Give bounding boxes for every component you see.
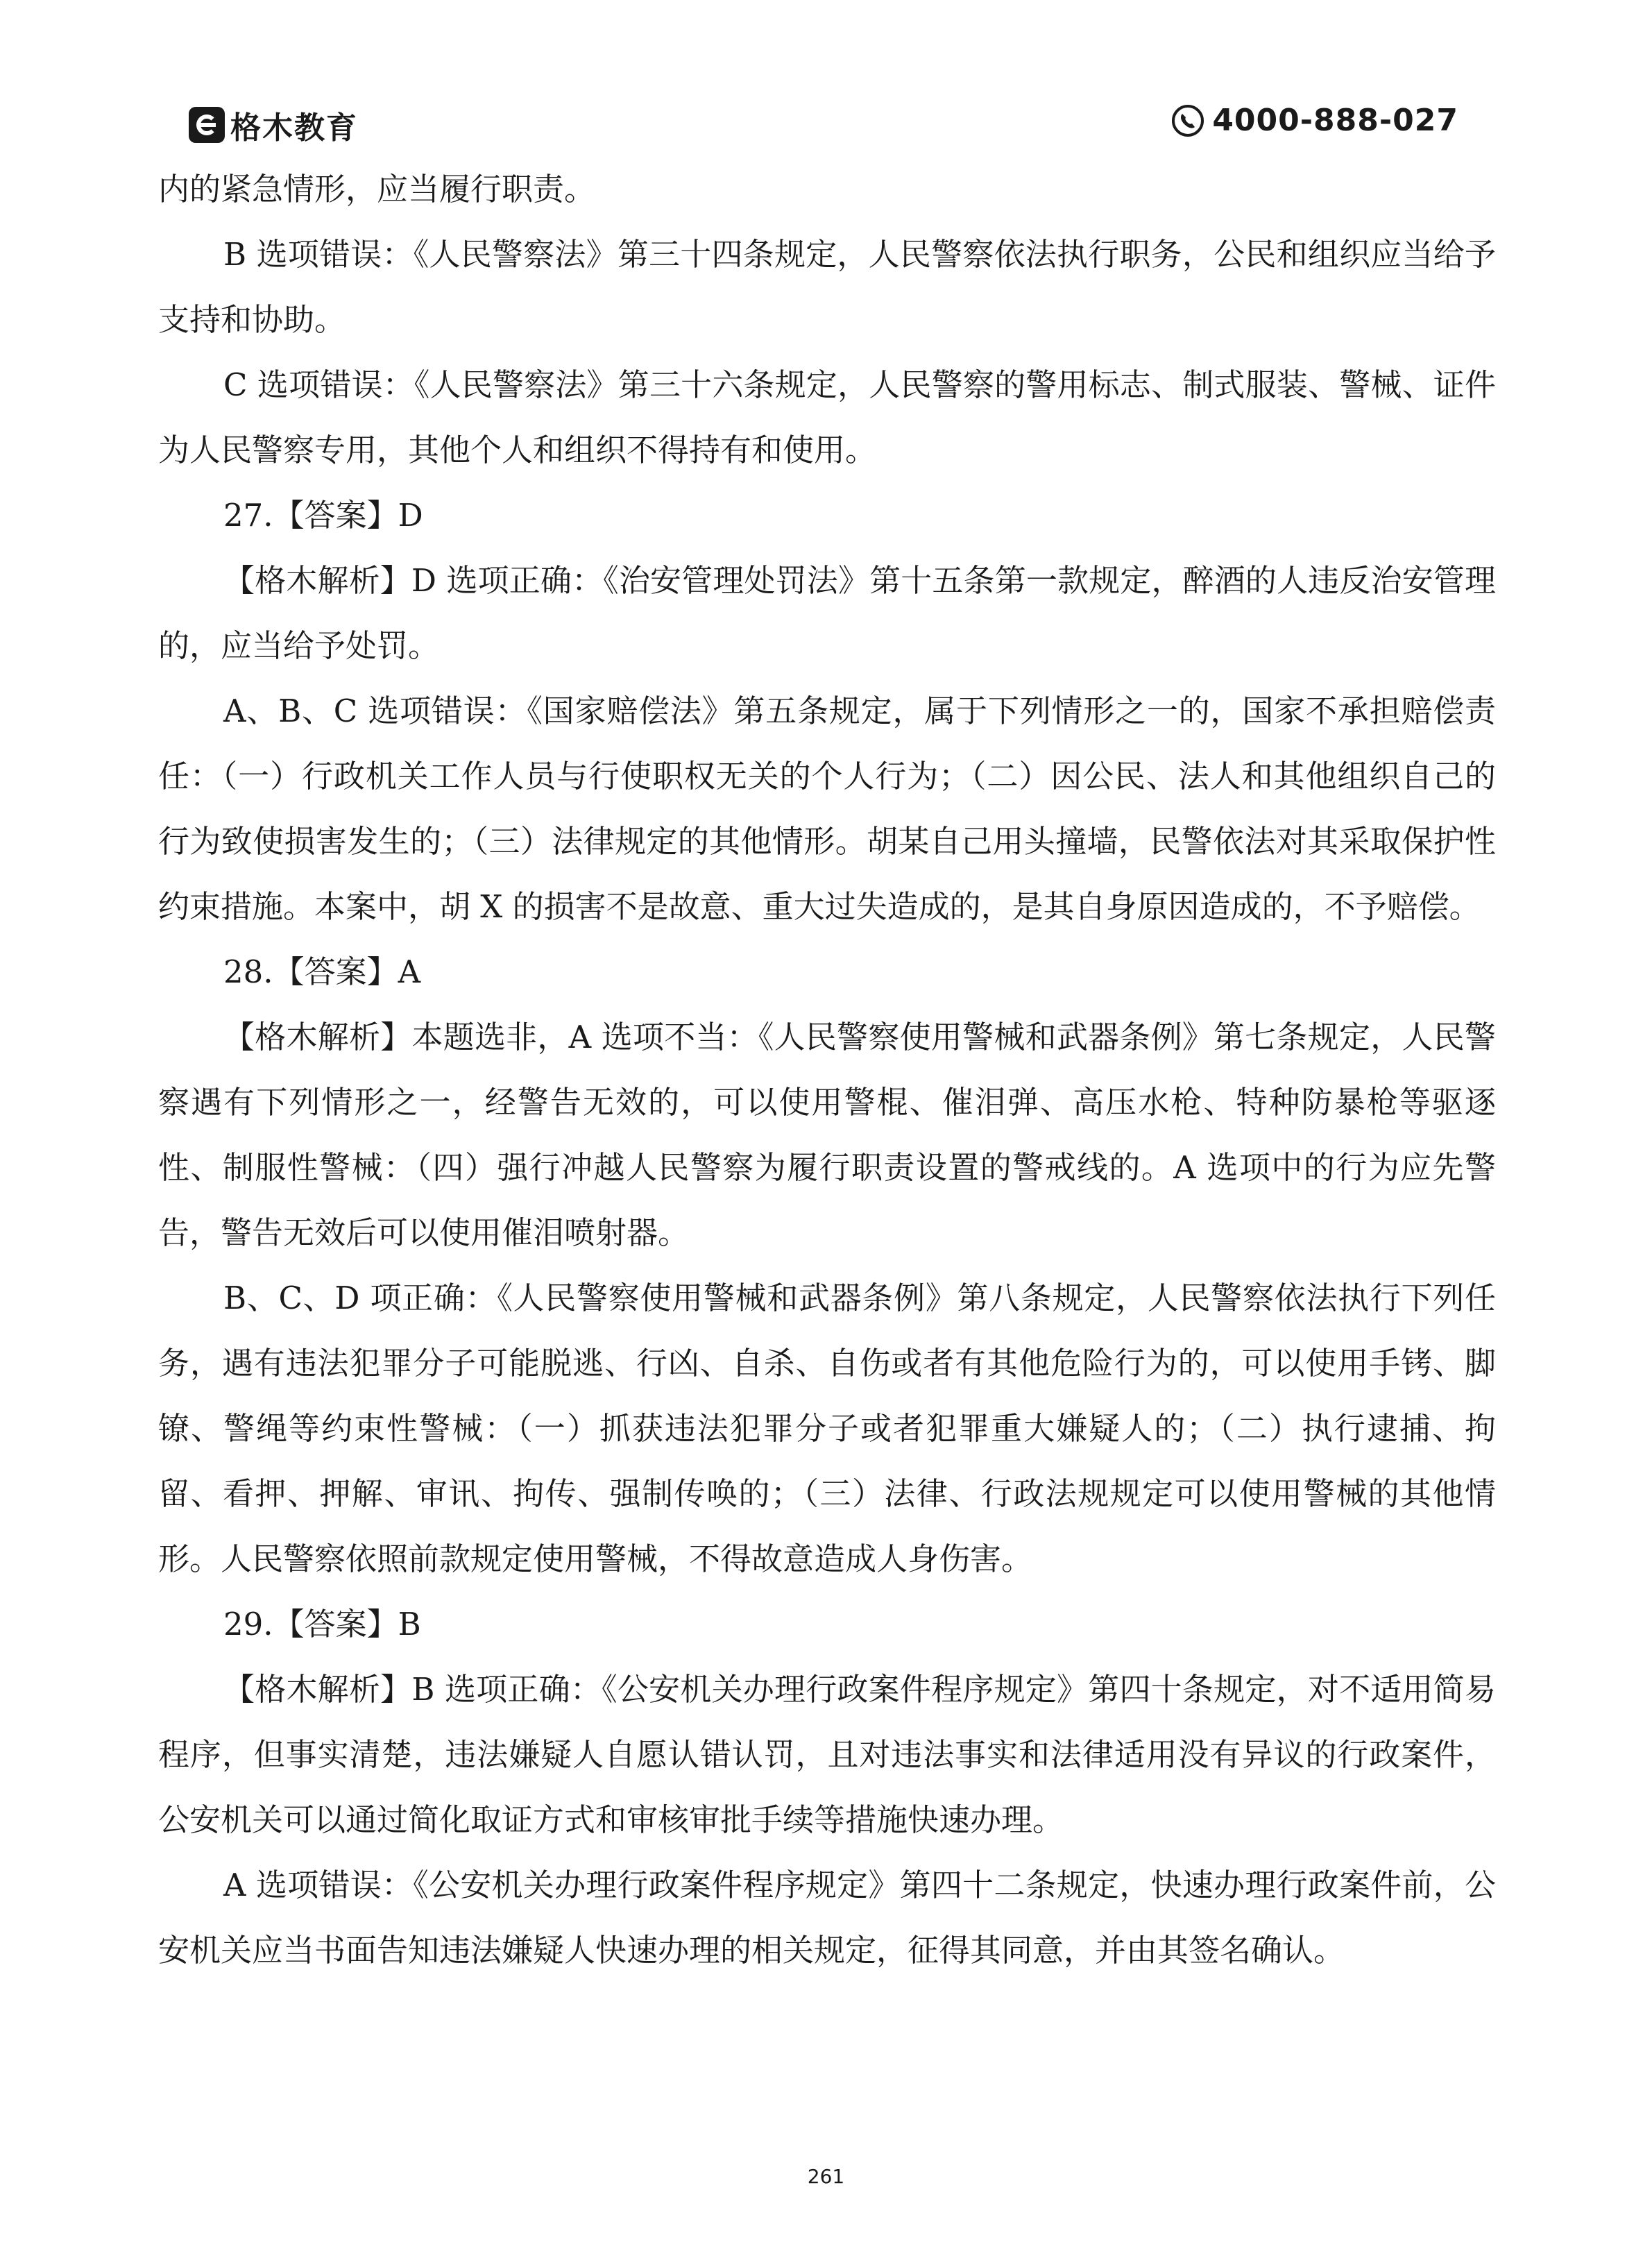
paragraph: C 选项错误：《人民警察法》第三十六条规定，人民警察的警用标志、制式服装、警械、证件为人民警察专用，其他个人和组织不得持有和使用。 xyxy=(158,366,1496,468)
answer-heading: 29.【答案】B xyxy=(223,1606,421,1642)
phone-number: 4000-888-027 xyxy=(1212,103,1458,138)
paragraph: B、C、D 项正确：《人民警察使用警械和武器条例》第八条规定，人民警察依法执行下列任务，遇有违法犯罪分子可能脱逃、行凶、自杀、自伤或者有其他危险行为的，可以使用手铐、脚镣、警绳等约束性警械：（一）抓获违法犯罪分子或者犯罪重大嫌疑人的；（二）执行逮捕、拘留、看押、押解、审讯、拘传、强制传唤的；（三）法律、行政法规规定可以使用警械的其他情形。人民警察依照前款规定使用警械，不得故意造成人身伤害。 xyxy=(158,1280,1496,1577)
brand-logo xyxy=(189,103,358,147)
paragraph: B 选项错误：《人民警察法》第三十四条规定，人民警察依法执行职务，公民和组织应当给予支持和协助。 xyxy=(158,236,1496,338)
answer-heading: 27.【答案】D xyxy=(223,497,423,534)
page-header xyxy=(189,97,1458,153)
brand-logo-icon xyxy=(189,107,225,143)
phone-contact xyxy=(1170,103,1458,138)
page-number: 261 xyxy=(807,2165,845,2188)
paragraph: A、B、C 选项错误：《国家赔偿法》第五条规定，属于下列情形之一的，国家不承担赔偿责任：（一）行政机关工作人员与行使职权无关的个人行为；（二）因公民、法人和其他组织自己的行为致使损害发生的；（三）法律规定的其他情形。胡某自己用头撞墙，民警依法对其采取保护性约束措施。本案中，胡 X 的损害不是故意、重大过失造成的，是其自身原因造成的，不予赔偿。 xyxy=(158,693,1496,925)
paragraph: A 选项错误：《公安机关办理行政案件程序规定》第四十二条规定，快速办理行政案件前，公安机关应当书面告知违法嫌疑人快速办理的相关规定，征得其同意，并由其签名确认。 xyxy=(158,1867,1496,1969)
document-body xyxy=(158,157,1496,1983)
paragraph: 【格木解析】B 选项正确：《公安机关办理行政案件程序规定》第四十条规定，对不适用简易程序，但事实清楚，违法嫌疑人自愿认错认罚，且对违法事实和法律适用没有异议的行政案件，公安机关可以通过简化取证方式和审核审批手续等措施快速办理。 xyxy=(158,1671,1496,1838)
paragraph: 内的紧急情形，应当履行职责。 xyxy=(158,171,596,207)
phone-icon xyxy=(1170,103,1205,138)
paragraph: 【格木解析】本题选非，A 选项不当：《人民警察使用警械和武器条例》第七条规定，人民警察遇有下列情形之一，经警告无效的，可以使用警棍、催泪弹、高压水枪、特种防暴枪等驱逐性、制服性警械：（四）强行冲越人民警察为履行职责设置的警戒线的。A 选项中的行为应先警告，警告无效后可以使用催泪喷射器。 xyxy=(158,1019,1496,1251)
paragraph: 【格木解析】D 选项正确：《治安管理处罚法》第十五条第一款规定，醉酒的人违反治安管理的，应当给予处罚。 xyxy=(158,562,1496,664)
brand-name: 格木教育 xyxy=(230,110,358,146)
answer-heading: 28.【答案】A xyxy=(223,953,421,990)
